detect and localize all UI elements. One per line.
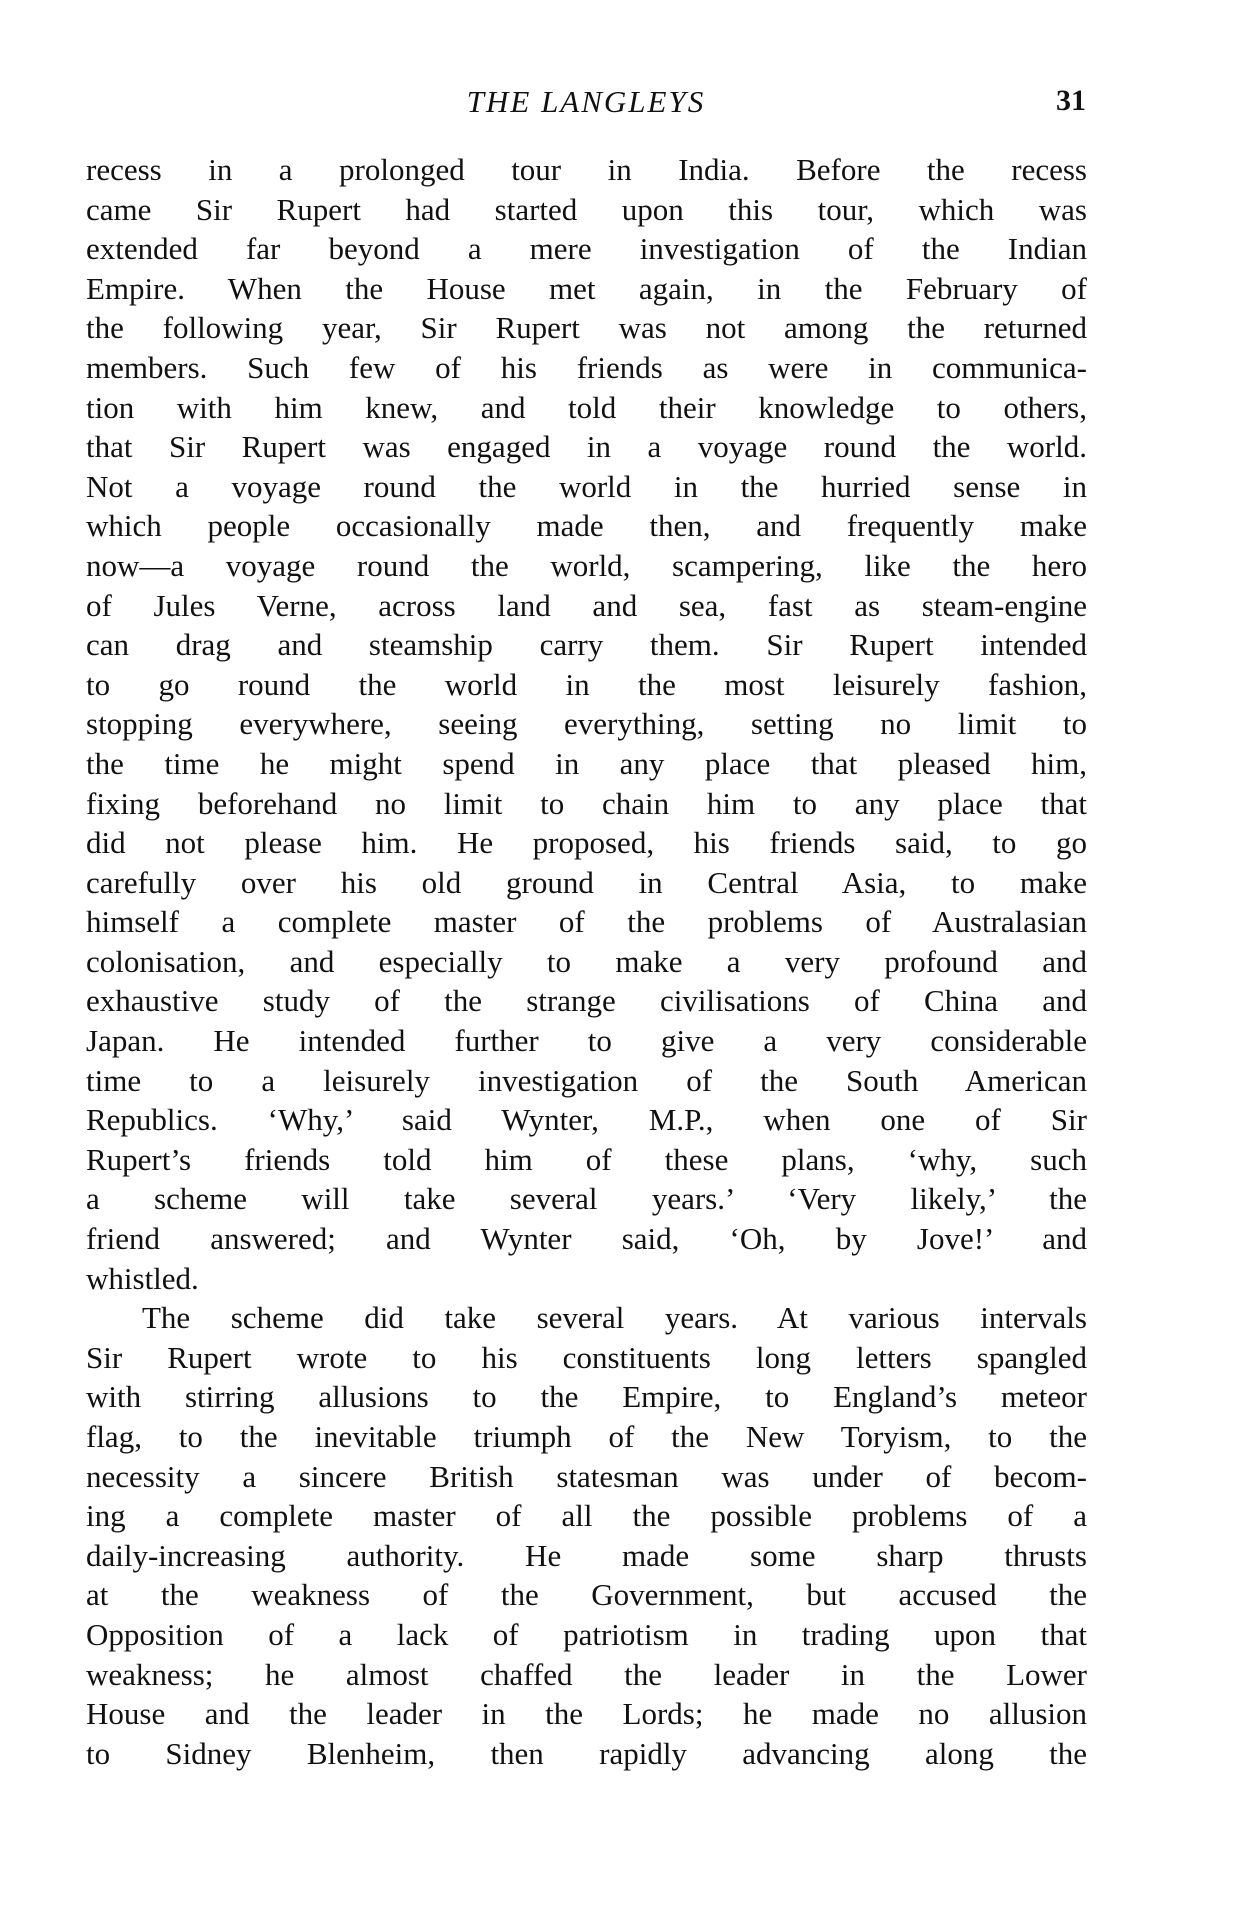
text-line: came Sir Rupert had started upon this tour, which was	[86, 191, 1087, 227]
text-line: recess in a prolonged tour in India. Before the recess	[86, 152, 1087, 187]
text-line: the time he might spend in any place that pleased him,	[86, 745, 1087, 781]
text-line: exhaustive study of the strange civilisations of China and	[86, 983, 1087, 1019]
text-line: a scheme will take several years.’ ‘Very likely,’ the	[86, 1181, 1087, 1217]
text-line: can drag and steamship carry them. Sir Rupert intended	[86, 627, 1087, 663]
text-line: daily-increasing authority. He made some sharp thrusts	[86, 1537, 1087, 1573]
text-line: Opposition of a lack of patriotism in trading upon that	[86, 1616, 1087, 1652]
text-line: time to a leisurely investigation of the South American	[86, 1062, 1087, 1098]
text-line: fixing beforehand no limit to chain him to any place that	[86, 785, 1087, 821]
text-line: members. Such few of his friends as were in communica-	[86, 349, 1087, 385]
running-title: THE LANGLEYS	[466, 84, 706, 119]
text-line: at the weakness of the Government, but accused the	[86, 1577, 1087, 1613]
text-line: extended far beyond a mere investigation of the Indian	[86, 231, 1087, 267]
text-line: colonisation, and especially to make a very profound and	[86, 943, 1087, 979]
text-line: the following year, Sir Rupert was not among the returned	[86, 310, 1087, 346]
text-line: carefully over his old ground in Central Asia, to make	[86, 864, 1087, 900]
text-line: Republics. ‘Why,’ said Wynter, M.P., when one of Sir	[86, 1102, 1087, 1138]
page-header	[86, 84, 1086, 124]
text-line: necessity a sincere British statesman was under of becom-	[86, 1458, 1087, 1494]
text-line: that Sir Rupert was engaged in a voyage round the world.	[86, 429, 1087, 465]
text-line: whistled.	[86, 1260, 199, 1296]
text-line: Japan. He intended further to give a very considerable	[86, 1023, 1087, 1059]
text-line: flag, to the inevitable triumph of the New Toryism, to the	[86, 1419, 1087, 1454]
text-line: ing a complete master of all the possible problems of a	[86, 1498, 1087, 1534]
text-line: Not a voyage round the world in the hurried sense in	[86, 468, 1087, 504]
text-line: himself a complete master of the problems of Australasian	[86, 904, 1087, 940]
text-line: to Sidney Blenheim, then rapidly advancing along the	[86, 1735, 1087, 1771]
text-line: which people occasionally made then, and frequently make	[86, 508, 1087, 544]
text-line: Empire. When the House met again, in the February of	[86, 270, 1087, 306]
body-text	[86, 150, 1087, 1773]
text-line: did not please him. He proposed, his friends said, to go	[86, 825, 1087, 861]
text-line: The scheme did take several years. At various intervals	[142, 1300, 1087, 1336]
page-number: 31	[1056, 84, 1086, 117]
text-line: friend answered; and Wynter said, ‘Oh, by Jove!’ and	[86, 1221, 1087, 1257]
text-line: tion with him knew, and told their knowledge to others,	[86, 389, 1087, 425]
text-line: Sir Rupert wrote to his constituents long letters spangled	[86, 1339, 1087, 1375]
text-line: Rupert’s friends told him of these plans, ‘why, such	[86, 1141, 1087, 1177]
text-line: of Jules Verne, across land and sea, fast as steam-engine	[86, 587, 1087, 623]
text-line: stopping everywhere, seeing everything, setting no limit to	[86, 706, 1087, 742]
text-line: with stirring allusions to the Empire, to England’s meteor	[86, 1379, 1087, 1415]
text-line: House and the leader in the Lords; he made no allusion	[86, 1696, 1087, 1732]
text-line: weakness; he almost chaffed the leader in the Lower	[86, 1656, 1087, 1692]
text-line: now—a voyage round the world, scampering, like the hero	[86, 547, 1087, 583]
text-line: to go round the world in the most leisurely fashion,	[86, 666, 1087, 702]
